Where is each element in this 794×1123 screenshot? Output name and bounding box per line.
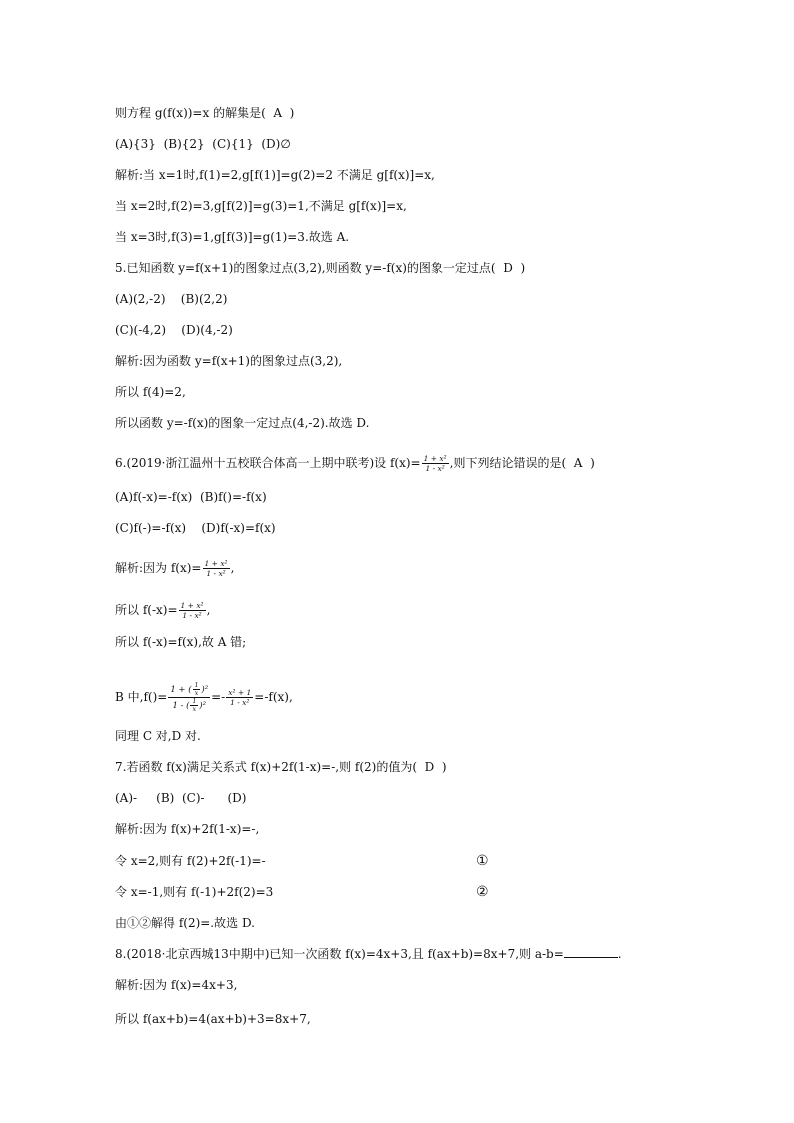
q5-solution-3: 所以函数 y=-f(x)的图象一定过点(4,-2).故选 D. (115, 416, 370, 430)
q6-solution-2-tail: , (206, 603, 211, 617)
q4-solution-3: 当 x=3时,f(3)=1,g[f(3)]=g(1)=3.故选 A. (115, 230, 350, 244)
fraction-denominator: 1 - x² (425, 464, 445, 473)
q8-stem-text: 8.(2018·北京西城13中期中)已知一次函数 f(x)=4x+3,且 f(ax+b)=8x+7,则 a-b= (115, 947, 564, 961)
inner-fraction (193, 682, 201, 697)
inner-denominator: x (194, 690, 199, 697)
q6-fraction (422, 454, 449, 473)
denominator-tail: )² (199, 701, 206, 711)
q6-solution-1-tail: , (230, 561, 235, 575)
q6-solution-2-fraction (179, 601, 206, 620)
compound-numerator (168, 682, 210, 698)
q6-solution-4 (115, 682, 293, 713)
q6-stem-text-a: 6.(2019·浙江温州十五校联合体高一上期中联考)设 f(x)= (115, 456, 421, 470)
inner-fraction (190, 698, 198, 713)
q8-stem (115, 946, 622, 962)
inner-denominator: x (192, 706, 197, 713)
q6-solution-2 (115, 601, 210, 620)
q7-solution-3: 令 x=-1,则有 f(-1)+2f(2)=3 (115, 885, 274, 899)
fraction-denominator: 1 - x² (206, 569, 226, 578)
q6-solution-4-fraction-2 (226, 688, 253, 707)
q5-options-ab: (A)(2,-2) (B)(2,2) (115, 292, 228, 306)
inner-numerator: 1 (194, 682, 199, 689)
fraction-numerator: 1 + x² (180, 601, 204, 610)
q6-solution-1 (115, 559, 234, 578)
q6-solution-2-text: 所以 f(-x)= (115, 603, 178, 617)
q6-solution-5: 同理 C 对,D 对. (115, 729, 201, 743)
q6-solution-1-fraction (203, 559, 230, 578)
q4-solution-2: 当 x=2时,f(2)=3,g[f(2)]=g(3)=1,不满足 g[f(x)]=x, (115, 199, 407, 213)
q4-solution-1: 解析:当 x=1时,f(1)=2,g[f(1)]=g(2)=2 不满足 g[f(x)]=x, (115, 168, 435, 182)
q4-stem-tail: 则方程 g(f(x))=x 的解集是( A ) (115, 106, 295, 120)
q6-stem (115, 454, 595, 473)
q4-options: (A){3} (B){2} (C){1} (D)∅ (115, 137, 291, 151)
q7-solution-1: 解析:因为 f(x)+2f(1-x)=-, (115, 822, 260, 836)
equation-mark-2: ② (476, 884, 489, 900)
inner-numerator: 1 (192, 698, 197, 705)
q6-solution-4-tail: =-f(x), (254, 690, 293, 704)
q6-solution-3: 所以 f(-x)=f(x),故 A 错; (115, 635, 247, 649)
q8-solution-1: 解析:因为 f(x)=4x+3, (115, 978, 238, 992)
q5-stem: 5.已知函数 y=f(x+1)的图象过点(3,2),则函数 y=-f(x)的图象一定过点( D ) (115, 261, 526, 275)
q5-solution-2: 所以 f(4)=2, (115, 385, 186, 399)
q5-solution-1: 解析:因为函数 y=f(x+1)的图象过点(3,2), (115, 354, 343, 368)
fraction-numerator: 1 + x² (423, 454, 447, 463)
denominator-head: 1 - ( (172, 701, 190, 711)
answer-blank[interactable] (564, 946, 618, 958)
compound-denominator (168, 698, 210, 713)
q6-options-cd: (C)f(-)=-f(x) (D)f(-x)=f(x) (115, 521, 276, 535)
q5-options-cd: (C)(-4,2) (D)(4,-2) (115, 323, 233, 337)
q7-solution-4: 由①②解得 f(2)=.故选 D. (115, 916, 255, 930)
q7-stem: 7.若函数 f(x)满足关系式 f(x)+2f(1-x)=-,则 f(2)的值为( D ) (115, 760, 447, 774)
q6-solution-4-fraction-1 (168, 682, 210, 713)
fraction-numerator: x² + 1 (228, 688, 252, 697)
fraction-denominator: 1 - x² (182, 611, 202, 620)
q6-options-ab: (A)f(-x)=-f(x) (B)f()=-f(x) (115, 490, 267, 504)
fraction-denominator: 1 - x² (230, 698, 250, 707)
q7-options: (A)- (B) (C)- (D) (115, 791, 247, 805)
q6-solution-1-text: 解析:因为 f(x)= (115, 561, 202, 575)
q8-solution-2: 所以 f(ax+b)=4(ax+b)+3=8x+7, (115, 1012, 311, 1026)
fraction-numerator: 1 + x² (204, 559, 228, 568)
q6-stem-text-b: ,则下列结论错误的是( A ) (449, 456, 595, 470)
q6-solution-4-text: B 中,f()= (115, 690, 168, 704)
equation-mark-1: ① (476, 853, 489, 869)
numerator-head: 1 + ( (170, 685, 192, 695)
numerator-tail: )² (201, 685, 209, 695)
q7-solution-2: 令 x=2,则有 f(2)+2f(-1)=- (115, 854, 266, 868)
q8-stem-tail: . (617, 947, 622, 961)
equals-minus: =- (211, 690, 226, 704)
